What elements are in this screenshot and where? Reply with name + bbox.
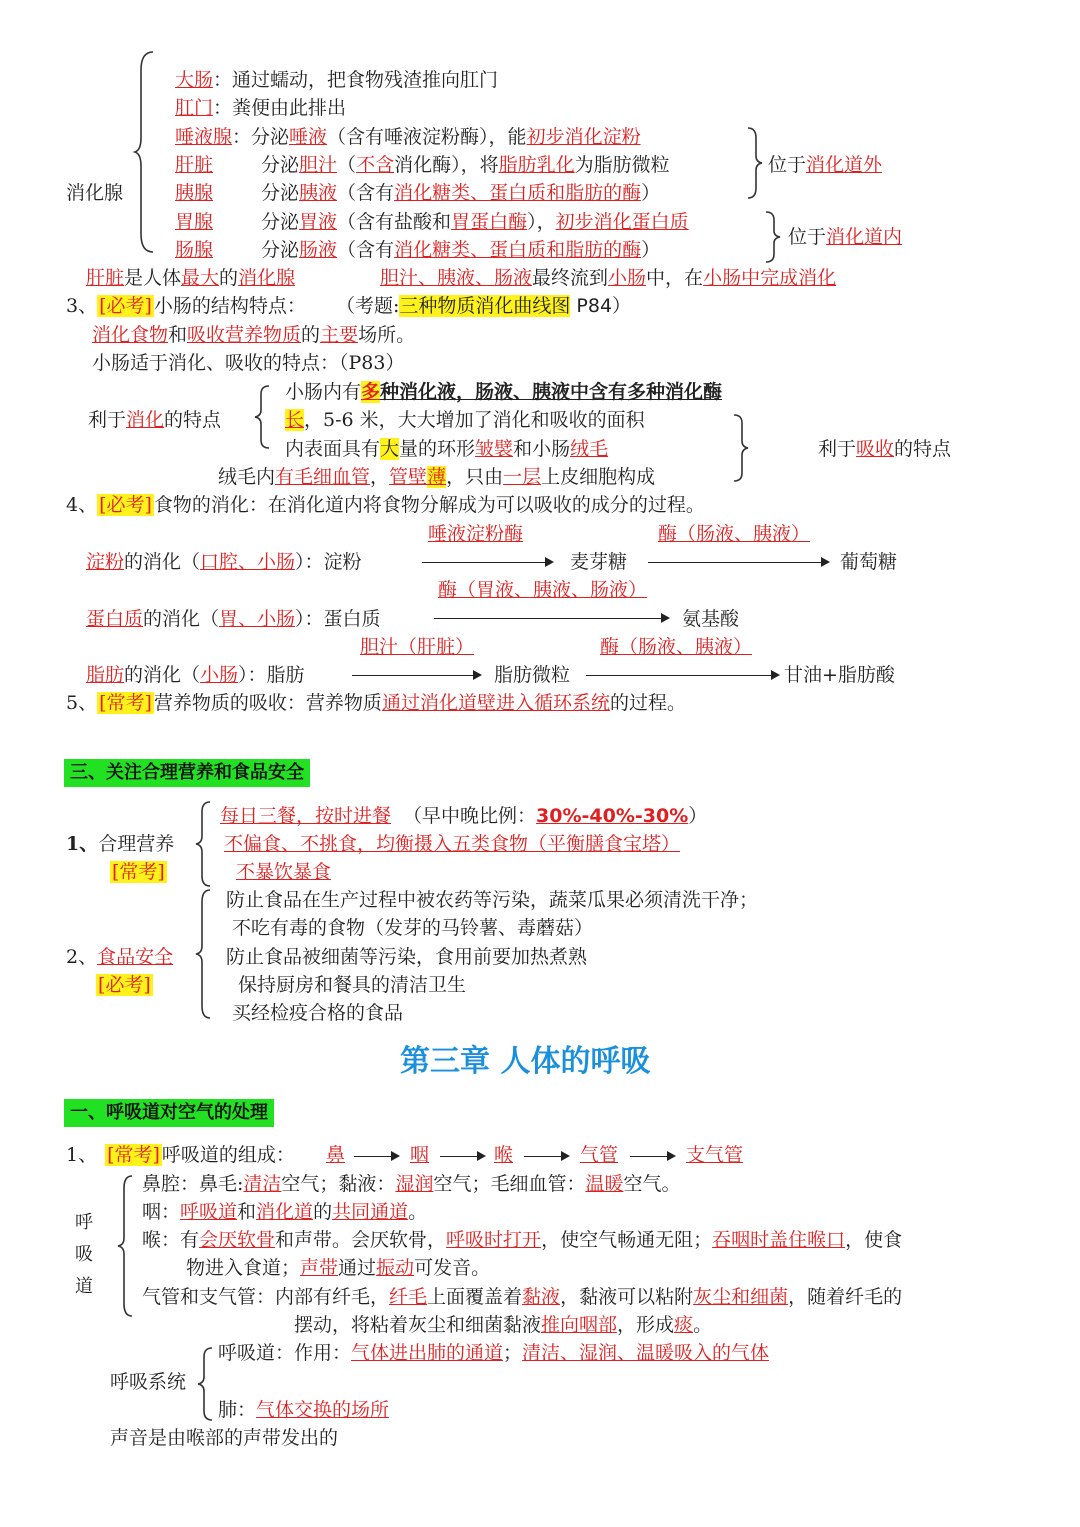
inside-brace <box>766 212 780 262</box>
fat-enzyme-1: 胆汁（肝脏） <box>360 636 475 658</box>
protein-amino-acid: 氨基酸 <box>682 608 740 630</box>
nutrition-rule-3: 不暴饮暴食 <box>236 861 332 883</box>
inside-note: 位于消化道内 <box>788 226 903 248</box>
protein-arrow <box>434 618 668 619</box>
pharynx-line: 咽：呼吸道和消化道的共同通道。 <box>142 1201 428 1223</box>
resp-system-tract: 呼吸道：作用：气体进出肺的通道；清洁、湿润、温暖吸入的气体 <box>218 1342 770 1364</box>
line-changxian: 肠腺 分泌肠液（含有消化糖类、蛋白质和脂肪的酶） <box>175 239 661 261</box>
s3-heading: 3、 [必考] 小肠的结构特点： （考题:三种物质消化曲线图 P84） <box>66 295 632 317</box>
nose-line: 鼻腔：鼻毛:清洁空气；黏液：湿润空气；毛细血管：温暖空气。 <box>142 1173 681 1195</box>
line-dachang: 大肠：通过蠕动，把食物残渣推向肛门 <box>175 69 499 91</box>
fat-enzyme-2: 酶（肠液、胰液） <box>600 636 753 658</box>
trachea-line: 气管和支气管：内部有纤毛，纤毛上面覆盖着黏液，黏液可以粘附灰尘和细菌，随着纤毛的 <box>142 1286 903 1308</box>
safety-rule-5: 买经检疫合格的食品 <box>232 1002 404 1024</box>
safety-rule-2: 不吃有毒的食物（发芽的马铃薯、毒蘑菇） <box>232 917 594 939</box>
starch-enzyme-1: 唾液淀粉酶 <box>428 523 524 545</box>
juices-flow: 胆汁、胰液、肠液最终流到小肠中，在小肠中完成消化 <box>380 267 837 289</box>
nutrition-rule-2: 不偏食、不挑食，均衡摄入五类食物（平衡膳食宝塔） <box>224 833 681 855</box>
feature-many-juices: 小肠内有多种消化液，肠液、胰液中含有多种消化酶 <box>285 381 723 403</box>
safety-brace <box>196 890 210 1018</box>
starch-arrow-2 <box>648 562 828 563</box>
organ-arrow-3 <box>524 1156 568 1157</box>
nutrition-rule-1: 每日三餐，按时进餐 （早中晚比例：30%-40%-30%） <box>220 805 708 827</box>
organ-bronchi: 支气管 <box>686 1144 744 1166</box>
safety-rule-4: 保持厨房和餐具的清洁卫生 <box>238 974 467 996</box>
organ-arrow-1 <box>354 1156 398 1157</box>
section-header-nutrition: 三、关注合理营养和食品安全 <box>64 759 310 787</box>
resp-system-brace <box>198 1348 212 1420</box>
feature-capillaries: 绒毛内有毛细血管，管壁薄，只由一层上皮细胞构成 <box>218 466 656 488</box>
n1-tag: [常考] <box>112 861 165 883</box>
airway-composition: 1、 [常考] 呼吸道的组成： <box>66 1144 295 1166</box>
absorb-feature-label: 利于吸收的特点 <box>818 438 952 460</box>
protein-digestion: 蛋白质的消化（胃、小肠）：蛋白质 <box>86 608 381 630</box>
line-tuoyexian: 唾液腺：分泌唾液（含有唾液淀粉酶），能初步消化淀粉 <box>175 126 641 148</box>
starch-enzyme-2: 酶（肠液、胰液） <box>658 523 811 545</box>
starch-maltose: 麦芽糖 <box>570 551 628 573</box>
safety-rule-3: 防止食品被细菌等污染，食用前要加热煮熟 <box>226 946 588 968</box>
fat-end-products: 甘油+脂肪酸 <box>784 664 895 686</box>
organ-arrow-2 <box>440 1156 484 1157</box>
outside-brace <box>748 128 762 198</box>
s3-main-site: 消化食物和吸收营养物质的主要场所。 <box>92 324 416 346</box>
organ-arrow-4 <box>630 1156 674 1157</box>
nutrition-brace <box>196 802 210 886</box>
n2-title: 2、食品安全 <box>66 946 174 968</box>
n1-title: 1、合理营养 <box>66 833 175 855</box>
feature-long: 长，5-6 米，大大增加了消化和吸收的面积 <box>285 409 645 431</box>
tract-brace <box>118 1176 132 1316</box>
outside-note: 位于消化道外 <box>768 154 883 176</box>
resp-system-label: 呼吸系统 <box>110 1371 187 1393</box>
organ-pharynx: 咽 <box>410 1144 430 1166</box>
line-yixian: 胰腺 分泌胰液（含有消化糖类、蛋白质和脂肪的酶） <box>175 182 661 204</box>
line-weixian: 胃腺 分泌胃液（含有盐酸和胃蛋白酶），初步消化蛋白质 <box>175 211 689 233</box>
absorb-brace <box>734 415 748 481</box>
digest-brace <box>255 386 269 448</box>
tract-vertical-label: 呼吸道 <box>72 1212 93 1308</box>
organ-larynx: 喉 <box>494 1144 514 1166</box>
line-gangmen: 肛门：粪便由此排出 <box>175 97 347 119</box>
larynx-line-2: 物进入食道；声带通过振动可发音。 <box>186 1257 491 1279</box>
voice-note: 声音是由喉部的声带发出的 <box>110 1427 339 1449</box>
trachea-line-2: 摆动，将粘着灰尘和细菌黏液推向咽部，形成痰。 <box>294 1314 713 1336</box>
fat-arrow-2 <box>586 675 778 676</box>
starch-arrow-1 <box>422 562 552 563</box>
glands-label: 消化腺 <box>66 182 124 204</box>
digest-feature-label: 利于消化的特点 <box>88 409 222 431</box>
resp-system-lung: 肺：气体交换的场所 <box>218 1399 390 1421</box>
s5-absorption: 5、 [常考] 营养物质的吸收：营养物质通过消化道壁进入循环系统的过程。 <box>66 692 686 714</box>
glands-brace <box>135 52 155 252</box>
starch-digestion: 淀粉的消化（口腔、小肠）：淀粉 <box>86 551 362 573</box>
protein-enzyme: 酶（胃液、胰液、肠液） <box>438 579 648 601</box>
fat-particles: 脂肪微粒 <box>494 664 571 686</box>
line-ganzang: 肝脏 分泌胆汁（不含消化酶），将脂肪乳化为脂肪微粒 <box>175 154 670 176</box>
s3-adapt: 小肠适于消化、吸收的特点：（P83） <box>92 352 405 374</box>
organ-nose: 鼻 <box>326 1144 346 1166</box>
n2-tag: [必考] <box>98 974 151 996</box>
section-header-airway: 一、呼吸道对空气的处理 <box>64 1099 274 1127</box>
chapter-title: 第三章 人体的呼吸 <box>400 1044 651 1079</box>
safety-rule-1: 防止食品在生产过程中被农药等污染，蔬菜瓜果必须清洗干净； <box>226 889 759 911</box>
liver-largest: 肝脏是人体最大的消化腺 <box>86 267 296 289</box>
fat-arrow-1 <box>352 675 480 676</box>
organ-trachea: 气管 <box>580 1144 619 1166</box>
s4-heading: 4、 [必考] 食物的消化：在消化道内将食物分解成为可以吸收的成分的过程。 <box>66 494 705 516</box>
fat-digestion: 脂肪的消化（小肠）：脂肪 <box>86 664 305 686</box>
larynx-line: 喉：有会厌软骨和声带。会厌软骨，呼吸时打开，使空气畅通无阻；吞咽时盖住喉口，使食 <box>142 1229 903 1251</box>
feature-folds: 内表面具有大量的环形皱襞和小肠绒毛 <box>285 438 609 460</box>
starch-glucose: 葡萄糖 <box>840 551 898 573</box>
